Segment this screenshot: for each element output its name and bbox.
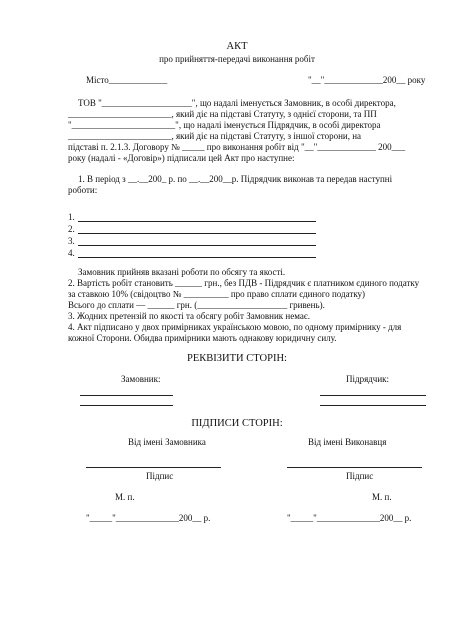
document-title: АКТ: [226, 41, 248, 52]
cost-line: 2. Вартість робіт становить ______ грн., без ПДВ - Підрядчик є платником єдиного податку: [68, 278, 420, 288]
acceptance-line: Замовник прийняв вказані роботи по обсягу та якості.: [78, 267, 286, 277]
work-item-number: 3.: [68, 236, 75, 246]
work-item-line: [78, 221, 316, 222]
requisites-heading: РЕКВІЗИТИ СТОРІН:: [187, 353, 287, 364]
claims-line: 3. Жодних претензій по якості та обсягу робіт Замовник немає.: [68, 311, 310, 321]
customer-requisites-line: [80, 405, 173, 406]
customer-sign-date: "_____"______________200__ р.: [86, 513, 211, 523]
preamble-line: "_______________________", що надалі іменується Підрядчик, в особі директора: [68, 120, 381, 130]
contractor-requisites-line: [320, 405, 426, 406]
work-item-line: [78, 233, 316, 234]
clause-1-line: роботи:: [68, 185, 98, 195]
date-field: "__"_____________200__ року: [308, 75, 426, 85]
cost-line: за ставкою 10% (свідоцтво № __________ про право сплати єдиного податку): [68, 289, 366, 299]
work-item-number: 4.: [68, 248, 75, 258]
copies-line: 4. Акт підписано у двох примірниках українською мовою, по одному примірнику - для: [68, 322, 402, 332]
contractor-sign-date: "_____"______________200__ р.: [287, 513, 412, 523]
customer-sign-label: Підпис: [146, 471, 174, 481]
total-line: Всього до сплати — ______ грн. (____________________ гривень).: [68, 300, 325, 310]
clause-1-line: 1. В період з __.__200_ р. по __.__200__р. Підрядчик виконав та передав наступні: [78, 174, 393, 184]
customer-signature-title: Від імені Замовника: [128, 437, 206, 447]
preamble-line: ТОВ "____________________", що надалі іменується Замовник, в особі директора,: [78, 98, 396, 108]
work-item-number: 2.: [68, 224, 75, 234]
city-field: Місто_____________: [86, 75, 168, 85]
contractor-stamp-label: М. п.: [372, 492, 392, 502]
customer-stamp-label: М. п.: [115, 492, 135, 502]
customer-label: Замовник:: [121, 374, 161, 384]
preamble-line: року (надалі - «Договір») підписали цей Акт про наступне:: [68, 153, 295, 163]
contractor-signature-line: [287, 467, 422, 468]
preamble-line: _______________________, який діє на підставі Статуту, з однієї сторони, та ПП: [68, 109, 377, 119]
work-item-line: [78, 257, 316, 258]
contractor-requisites-line: [320, 395, 426, 396]
contractor-label: Підрядчик:: [346, 374, 390, 384]
preamble-line: _______________________, який діє на підставі Статуту, з іншої сторони, на: [68, 131, 362, 141]
signatures-heading: ПІДПИСИ СТОРІН:: [191, 418, 283, 429]
customer-requisites-line: [80, 395, 173, 396]
copies-line: кожної Сторони. Обидва примірники мають однакову юридичну силу.: [68, 333, 337, 343]
work-item-number: 1.: [68, 212, 75, 222]
work-item-line: [78, 245, 316, 246]
contractor-signature-title: Від імені Виконавця: [308, 437, 387, 447]
customer-signature-line: [86, 467, 221, 468]
document-subtitle: про прийняття-передачі виконання робіт: [159, 54, 315, 64]
preamble-line: підставі п. 2.1.3. Договору № _____ про виконання робіт від "__"_____________ 200___: [68, 142, 406, 152]
contractor-sign-label: Підпис: [346, 471, 374, 481]
